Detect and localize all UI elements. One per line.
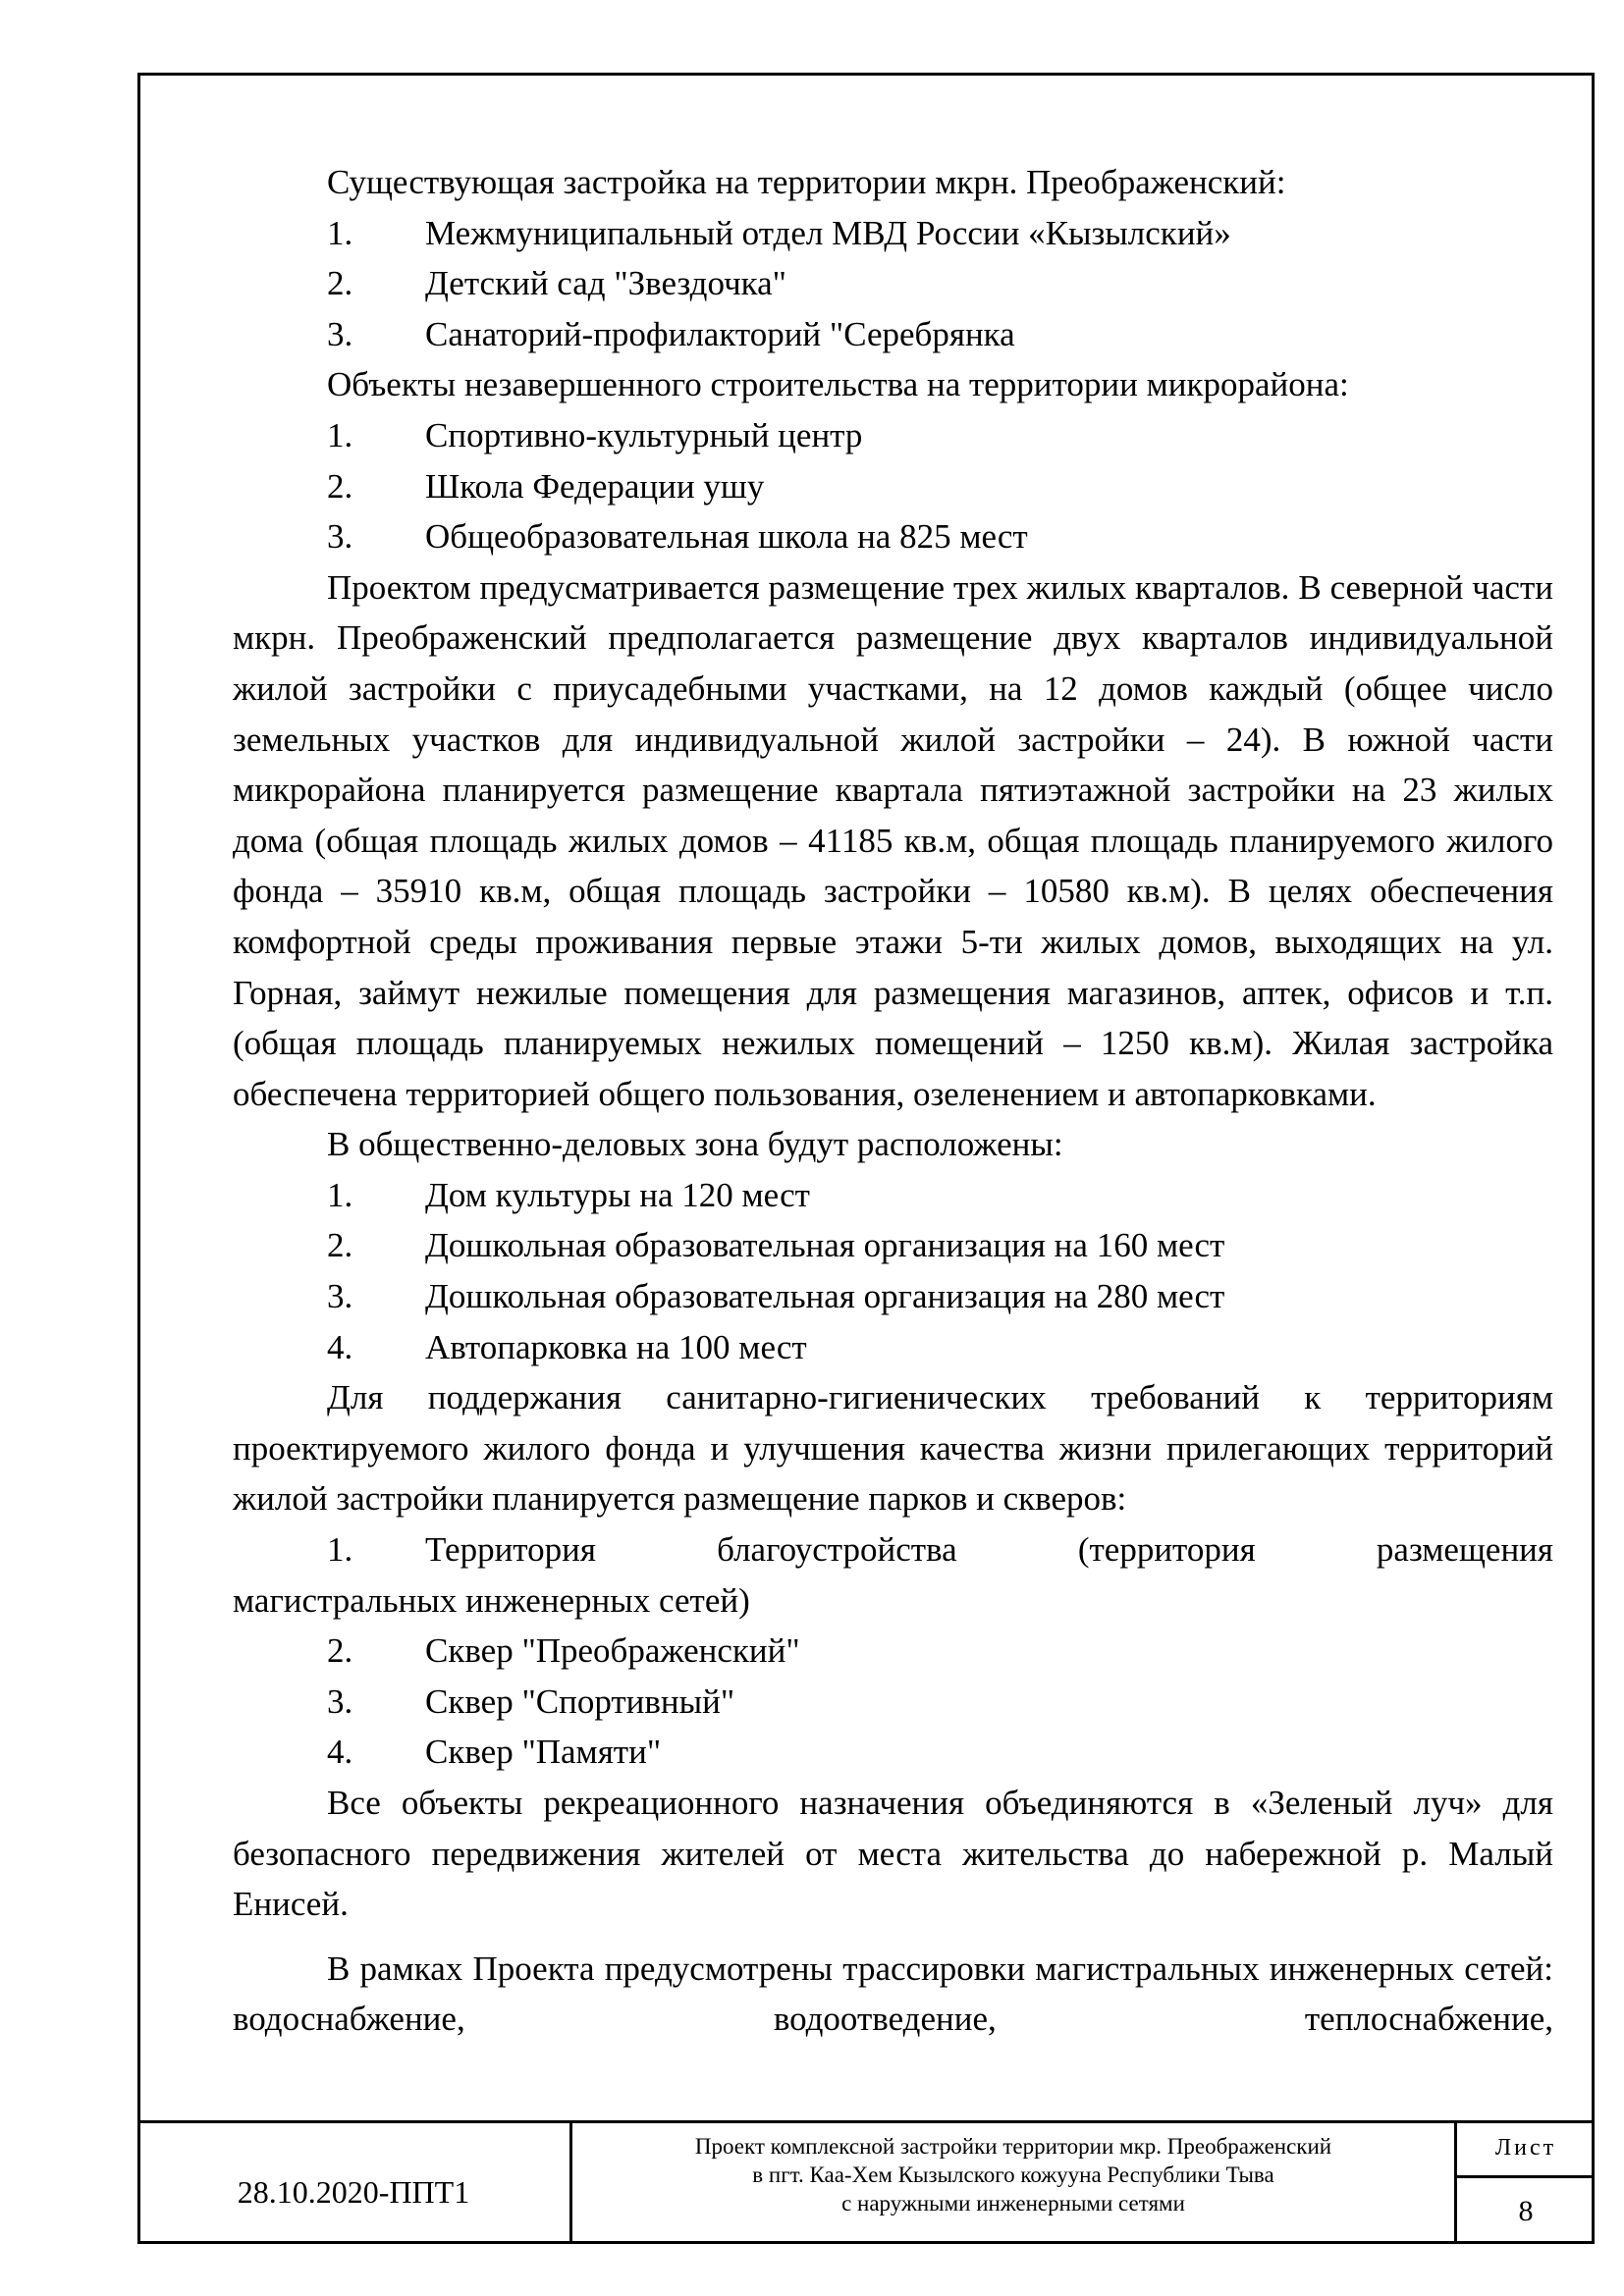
list-text: [425, 1524, 1553, 1575]
list-text: Сквер "Памяти": [425, 1733, 662, 1772]
existing-heading: Существующая застройка на территории мкрн. Преображенский:: [327, 163, 1286, 201]
unfinished-heading: Объекты незавершенного строительства на территории микрорайона:: [327, 365, 1349, 404]
list-text: Детский сад "Звездочка": [425, 264, 786, 303]
list-number: 3.: [327, 314, 353, 353]
list-word: размещения: [1376, 1530, 1553, 1570]
list-text-continuation: магистральных инженерных сетей): [233, 1580, 750, 1620]
list-item: [233, 258, 1553, 309]
title-block: [137, 2120, 1595, 2244]
list-text: Дошкольная образовательная организация на 160 мест: [425, 1226, 1225, 1265]
list-number: 2.: [327, 264, 353, 303]
list-text: Общеобразовательная школа на 825 мест: [425, 517, 1028, 557]
list-number: 2.: [327, 1226, 353, 1265]
list-text: Сквер "Спортивный": [425, 1682, 735, 1721]
list-number: 2.: [327, 466, 353, 506]
project-title-line: в пгт. Каа-Хем Кызылского кожууна Республики Тыва: [752, 2163, 1274, 2187]
list-item: [233, 208, 1553, 259]
list-word: благоустройства: [717, 1530, 957, 1570]
list-word: Территория: [425, 1530, 596, 1570]
list-number: 1.: [327, 1530, 353, 1570]
list-number: 1.: [327, 415, 353, 454]
sheet-number: 8: [1518, 2194, 1534, 2227]
list-item: [233, 309, 1553, 360]
list-text: Дом культуры на 120 мест: [425, 1175, 810, 1214]
document-code: 28.10.2020-ППТ1: [237, 2173, 470, 2210]
list-text: Межмуниципальный отдел МВД России «Кызылский»: [425, 213, 1231, 252]
project-title-line: с наружными инженерными сетями: [841, 2191, 1185, 2216]
list-text: Сквер "Преображенский": [425, 1631, 800, 1671]
list-item: [233, 1677, 1553, 1728]
public-heading: В общественно-деловых зона будут расположены:: [327, 1125, 1063, 1164]
list-text: Спортивно-культурный центр: [425, 415, 863, 454]
sheet-label: Лист: [1494, 2134, 1557, 2161]
project-title-line: Проект комплексной застройки территории мкр. Преображенский: [694, 2134, 1332, 2159]
list-item: [233, 461, 1553, 512]
list-number: 1.: [327, 1175, 353, 1214]
list-text: Санаторий-профилакторий "Серебрянка: [425, 314, 1015, 353]
list-item: [233, 1220, 1553, 1271]
list-word: (территория: [1077, 1530, 1256, 1570]
list-number: 1.: [327, 213, 353, 252]
list-item: [233, 1524, 1553, 1575]
list-item: [233, 1170, 1553, 1221]
list-item: [233, 1271, 1553, 1322]
list-item: [233, 1322, 1553, 1373]
document-body: [233, 157, 1553, 2045]
project-title: [572, 2120, 1454, 2244]
project-paragraph: Проектом предусматривается размещение трех жилых кварталов. В северной части мкрн. Преображенский предполагается размещение двух кварталов индивидуальной жилой застройки с приусадебными участками, на 12 домов каждый (общее число земельных участков для индивидуальной жилой застройки – 24). В южной части микрорайона планируется размещение квартала пятиэтажной застройки на 23 жилых дома (общая площадь жилых домов – 41185 кв.м, общая площадь планируемого жилого фонда – 35910 кв.м, общая площадь застройки – 10580 кв.м). В целях обеспечения комфортной среды проживания первые этажи 5-ти жилых домов, выходящих на ул. Горная, займут нежилые помещения для размещения магазинов, аптек, офисов и т.п. (общая площадь планируемых нежилых помещений – 1250 кв.м). Жилая застройка обеспечена территорией общего пользования, озеленением и автопарковками.: [233, 567, 1553, 1113]
list-number: 3.: [327, 517, 353, 557]
list-number: 4.: [327, 1733, 353, 1772]
list-number: 4.: [327, 1327, 353, 1366]
list-number: 2.: [327, 1631, 353, 1671]
list-item: [233, 1727, 1553, 1778]
list-item: [233, 1626, 1553, 1677]
list-item: [233, 511, 1553, 562]
list-text: Дошкольная образовательная организация на 280 мест: [425, 1277, 1225, 1316]
parks-paragraph: Для поддержания санитарно-гигиенических требований к территориям проектируемого жилого фонда и улучшения качества жизни прилегающих территорий жилой застройки планируется размещение парков и скверов:: [233, 1378, 1553, 1519]
list-text: Автопарковка на 100 мест: [425, 1327, 807, 1366]
networks-paragraph: В рамках Проекта предусмотрены трассировки магистральных инженерных сетей: водоснабжение, водоотведение, теплоснабжение,: [233, 1949, 1553, 2039]
list-number: 3.: [327, 1277, 353, 1316]
list-text: Школа Федерации ушу: [425, 466, 765, 506]
green-ray-paragraph: Все объекты рекреационного назначения объединяются в «Зеленый луч» для безопасного передвижения жителей от места жительства до набережной р. Малый Енисей.: [233, 1784, 1553, 1924]
list-number: 3.: [327, 1682, 353, 1721]
list-item: [233, 410, 1553, 461]
